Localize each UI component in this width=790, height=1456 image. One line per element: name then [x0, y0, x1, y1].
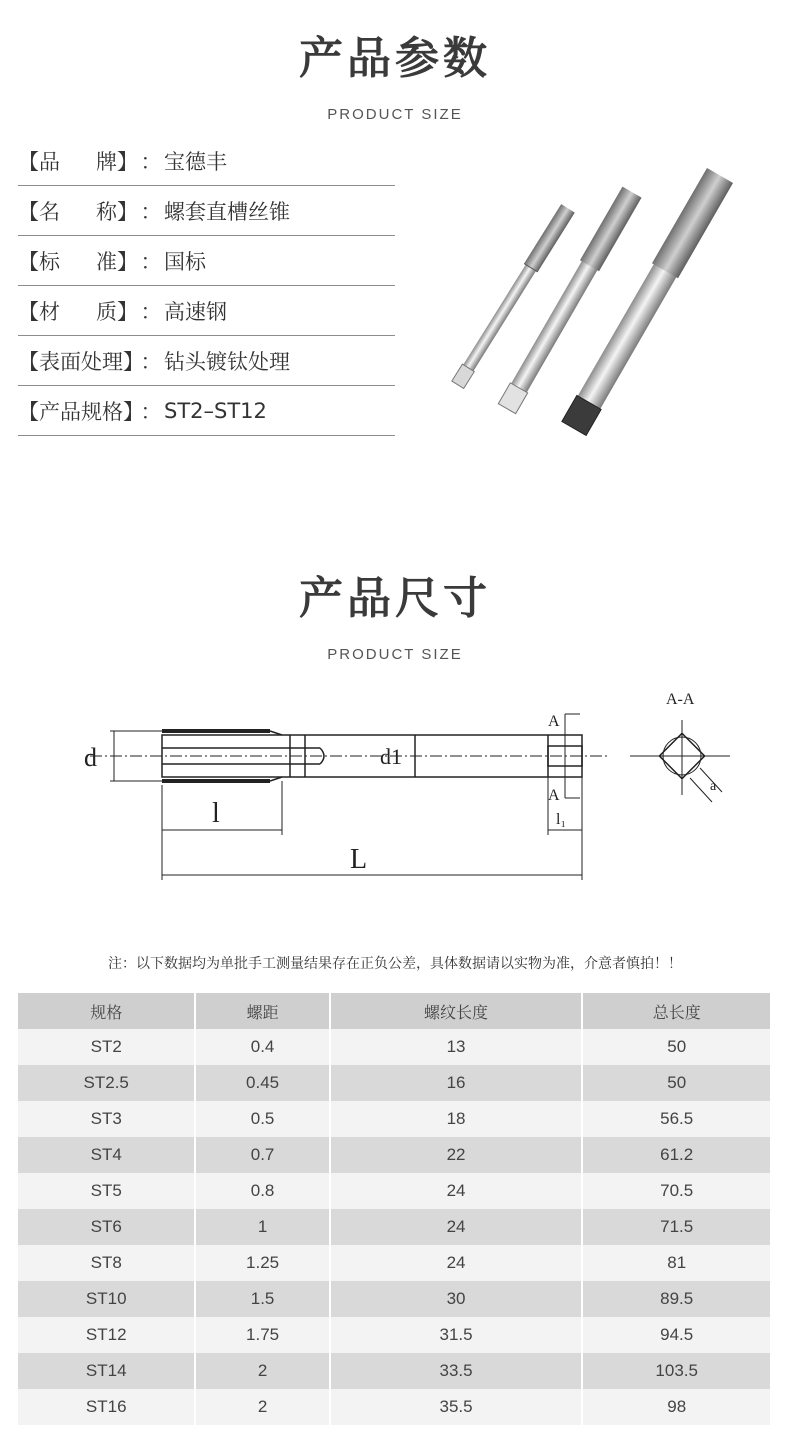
table-cell: 81 — [582, 1245, 770, 1281]
spec-key: 【品 牌】 — [18, 149, 138, 174]
spec-key: 【产品规格】 — [18, 399, 144, 424]
table-cell: ST5 — [18, 1173, 195, 1209]
table-cell: 30 — [330, 1281, 583, 1317]
table-cell: 2 — [195, 1353, 329, 1389]
table-row — [18, 1245, 770, 1281]
label-L: L — [350, 844, 368, 875]
table-cell: 61.2 — [582, 1137, 770, 1173]
size-title-en: PRODUCT SIZE — [327, 646, 463, 663]
label-A-bottom: A — [548, 787, 560, 804]
table-cell: 2 — [195, 1389, 329, 1425]
label-d: d — [84, 743, 97, 772]
table-cell: 0.4 — [195, 1029, 329, 1065]
params-title-en: PRODUCT SIZE — [327, 106, 463, 123]
table-cell: 1 — [195, 1209, 329, 1245]
table-body — [18, 1029, 770, 1425]
table-cell: ST4 — [18, 1137, 195, 1173]
table-row — [18, 1101, 770, 1137]
table-header-row — [18, 993, 770, 1029]
table-cell: 0.5 — [195, 1101, 329, 1137]
size-table — [18, 993, 770, 1425]
table-row — [18, 1173, 770, 1209]
table-cell: ST3 — [18, 1101, 195, 1137]
spec-value: 钻头镀钛处理 — [164, 349, 290, 374]
table-cell: 16 — [330, 1065, 583, 1101]
table-cell: 94.5 — [582, 1317, 770, 1353]
table-cell: 24 — [330, 1209, 583, 1245]
table-cell: ST16 — [18, 1389, 195, 1425]
table-cell: 13 — [330, 1029, 583, 1065]
table-cell: 98 — [582, 1389, 770, 1425]
measurement-note: 注：以下数据均为单批手工测量结果存在正负公差，具体数据请以实物为准，介意者慎拍！！ — [108, 956, 682, 972]
product-params-heading — [0, 22, 790, 123]
label-section: A-A — [666, 691, 695, 708]
table-cell: 31.5 — [330, 1317, 583, 1353]
table-cell: 24 — [330, 1245, 583, 1281]
spec-key: 【表面处理】 — [18, 349, 144, 374]
spec-key: 【名 称】 — [18, 199, 138, 224]
table-row — [18, 1029, 770, 1065]
spec-row-material: 【材 质】 ： 高速钢 — [18, 286, 395, 336]
spec-key: 【标 准】 — [18, 249, 138, 274]
spec-row-brand: 【品 牌】 ： 宝德丰 — [18, 136, 395, 186]
label-d1: d1 — [380, 744, 402, 769]
tap-small — [451, 204, 575, 389]
spec-row-name: 【名 称】 ： 螺套直槽丝锥 — [18, 186, 395, 236]
table-cell: 18 — [330, 1101, 583, 1137]
table-row — [18, 1353, 770, 1389]
table-cell: ST14 — [18, 1353, 195, 1389]
table-row — [18, 1281, 770, 1317]
table-cell: 0.7 — [195, 1137, 329, 1173]
table-cell: 71.5 — [582, 1209, 770, 1245]
spec-value: 高速钢 — [164, 299, 227, 324]
product-size-heading — [0, 562, 790, 663]
table-cell: 0.8 — [195, 1173, 329, 1209]
table-cell: 89.5 — [582, 1281, 770, 1317]
table-row — [18, 1389, 770, 1425]
label-a: a — [710, 779, 717, 794]
table-cell: 70.5 — [582, 1173, 770, 1209]
table-row — [18, 1065, 770, 1101]
table-cell: ST2 — [18, 1029, 195, 1065]
table-cell: 22 — [330, 1137, 583, 1173]
table-cell: 1.25 — [195, 1245, 329, 1281]
label-l: l — [212, 798, 220, 829]
table-cell: 103.5 — [582, 1353, 770, 1389]
table-cell: 0.45 — [195, 1065, 329, 1101]
spec-list — [18, 136, 395, 436]
table-cell: 56.5 — [582, 1101, 770, 1137]
size-title-cn: 产品尺寸 — [299, 573, 491, 624]
table-cell: 50 — [582, 1029, 770, 1065]
header-total-length: 总长度 — [582, 993, 770, 1029]
table-row — [18, 1209, 770, 1245]
table-cell: ST12 — [18, 1317, 195, 1353]
table-cell: 1.5 — [195, 1281, 329, 1317]
tap-large — [561, 168, 733, 436]
table-row — [18, 1317, 770, 1353]
header-pitch: 螺距 — [195, 993, 329, 1029]
label-l1: l₁ — [556, 811, 567, 828]
params-title-cn: 产品参数 — [299, 33, 491, 84]
table-cell: 24 — [330, 1173, 583, 1209]
spec-value: 螺套直槽丝锥 — [164, 199, 290, 224]
header-spec: 规格 — [18, 993, 195, 1029]
spec-value: 宝德丰 — [164, 149, 227, 174]
spec-row-size: 【产品规格】 ： ST2–ST12 — [18, 386, 395, 436]
table-cell: 50 — [582, 1065, 770, 1101]
table-cell: ST2.5 — [18, 1065, 195, 1101]
dimension-diagram — [70, 680, 730, 900]
table-cell: 1.75 — [195, 1317, 329, 1353]
product-image-taps — [440, 150, 760, 450]
table-row — [18, 1137, 770, 1173]
spec-value: 国标 — [164, 249, 206, 274]
table-cell: 35.5 — [330, 1389, 583, 1425]
table-cell: ST6 — [18, 1209, 195, 1245]
spec-row-surface: 【表面处理】 ： 钻头镀钛处理 — [18, 336, 395, 386]
table-cell: ST8 — [18, 1245, 195, 1281]
label-A-top: A — [548, 713, 560, 730]
spec-row-standard: 【标 准】 ： 国标 — [18, 236, 395, 286]
header-thread-length: 螺纹长度 — [330, 993, 583, 1029]
spec-value: ST2–ST12 — [164, 398, 267, 423]
spec-key: 【材 质】 — [18, 299, 138, 324]
table-cell: ST10 — [18, 1281, 195, 1317]
table-cell: 33.5 — [330, 1353, 583, 1389]
